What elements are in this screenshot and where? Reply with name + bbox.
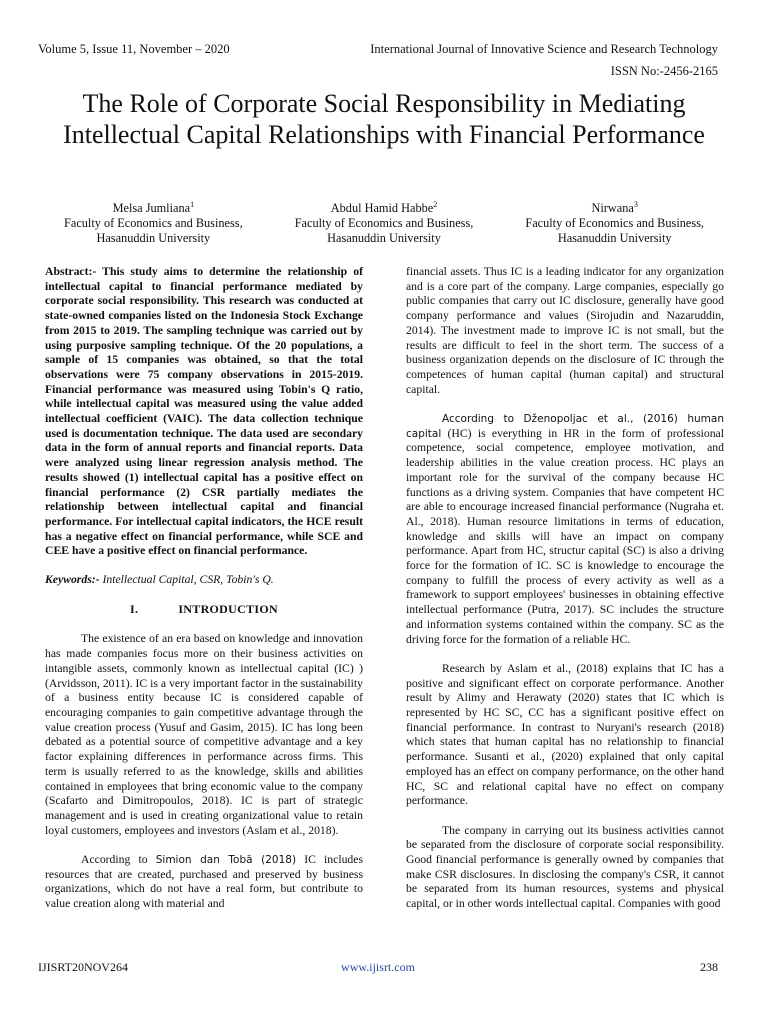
author-2 [269,197,500,246]
author-sup: 2 [433,200,438,209]
author-university: Hasanuddin University [327,231,441,246]
intro-paragraph-2 [45,853,363,912]
paper-title: The Role of Corporate Social Responsibility in Mediating Intellectual Capital Relationships with Financial Performance [63,89,705,149]
author-university: Hasanuddin University [557,231,672,246]
right-column [406,265,724,912]
author-sup: 1 [190,200,195,209]
abstract: Abstract:- This study aims to determine the relationship of intellectual capital to financial performance mediated by corporate social responsibility. This research was conducted at state-owned companies listed on the Indonesia Stock Exchange from 2015 to 2019. The sampling technique was carried out by using purposive sampling technique. Of the 20 populations, a sample of 15 companies was obtained, so that the total observations were 75 company observations in 2015-2019. Financial performance was measured using Tobin's Q ratio, while intellectual capital was measured using the value added intellectual coefficient (VAIC). The data collection technique used is documentation technique. The data used are secondary data in the form of annual reports and financial reports. Data were analyzed using linear regression analysis method. The results showed (1) intellectual capital has a positive effect on financial performance (2) CSR partially mediates the relationship between intellectual capital and financial performance. For intellectual capital indicators, the HCE result has a negative effect on financial performance, while SCE and CEE have a positive effect on financial performance. [45,265,363,558]
keywords-text: Intellectual Capital, CSR, Tobin's Q. [102,573,274,587]
paper-id: IJISRT20NOV264 [38,960,128,974]
p2-start: According to [81,853,148,866]
right-paragraph-3: Research by Aslam et al., (2018) explains that IC has a positive and significant effect on corporate performance. Another result by Alimy and Herawaty (2020) states that IC which is represented by HC SC, CC has a significant positive effect on financial performance. In contrast to Nuryani's research (2018) which states that human capital has no relationship to financial performance. Susanti et al., (2020) explained that only capital employed has an effect on company performance, on the other hand HC, SC and relational capital have no effect on company performance. [406,661,724,808]
author-affiliation: Faculty of Economics and Business, [525,216,704,231]
keywords-label: Keywords:- [45,573,100,587]
author-name: Nirwana [591,201,634,216]
author-university: Hasanuddin University [96,231,211,246]
right-paragraph-1: financial assets. Thus IC is a leading indicator for any organization and is a core part of the company. Large companies, especially go public companies that carry out IC disclosure, generally have good company performance and values (Sirojudin and Nazaruddin, 2014). The investment made to improve IC is not small, but the results are difficult to feel in the short term. The success of a business organization depends on the disclosure of IC through the competences of human capital (human capital) and structural capital. [406,265,724,396]
author-sup: 3 [633,200,638,209]
keywords [45,573,363,588]
journal-name: International Journal of Innovative Science and Research Technology [370,42,718,56]
p2-rest: IC includes resources that are created, purchased and preserved by business organizations, which do not have a real form, but contribute to value creation along with material and [45,853,364,911]
author-affiliation: Faculty of Economics and Business, [64,216,243,231]
issn: ISSN No:-2456-2165 [610,64,718,78]
author-affiliation: Faculty of Economics and Business, [294,216,474,231]
right-paragraph-4: The company in carrying out its business activities cannot be separated from the disclosure of corporate social responsibility. Good financial performance is generally owned by companies that make CSR disclosures. In disclosing the company's CSR, it cannot be separated from its human resources, systems and physical capital, or in other words intellectual capital. Companies with good [406,823,724,911]
left-column [45,265,363,912]
volume-info: Volume 5, Issue 11, November – 2020 [38,42,230,56]
right-paragraph-2 [406,412,724,647]
author-name: Melsa Jumliana [112,201,191,216]
citation: Simion dan Tobă (2018) [155,854,297,866]
p2-rest: (HC) is everything in HR in the form of professional competence, social competence, employee motivation, and leadership abilities in the value creation process. HC plays an important role for the survival of the company because HC functions as a driving system. Companies that have competent HC are able to encourage increased financial performance (Nugraha et. Al., 2018). Human resource limitations in terms of education, knowledge and skills will have an impact on company performance. Apart from HC, structur capital (SC) is also a driving force for the formation of IC. SC is knowledge to encourage the company to fulfill the process of every activity as well as a framework to support employees' businesses in obtaining effective intellectual performance (Putra, 2017). SC includes the structure and information systems contained within the company. SC as the driving force for the formation of a reliable HC. [406,426,724,646]
page-number: 238 [700,960,718,974]
author-3 [499,197,730,246]
citation: According to Dženopoljac et al., (2016) human capital [406,413,724,440]
section-title: INTRODUCTION [178,601,278,616]
author-list [38,197,730,246]
author-name: Abdul Hamid Habbe [330,201,434,216]
journal-website-link[interactable]: www.ijisrt.com [341,960,415,974]
author-1 [38,197,269,246]
section-heading [45,602,363,617]
intro-paragraph-1: The existence of an era based on knowledge and innovation has made companies focus more on their business activities on intangible assets, commonly known as intellectual capital (IC) ) (Arvidsson, 2011). IC is a very important factor in the sustainability of a business entity because IC is considered capable of encouraging companies to gain competitive advantage through the value creation process (Yusuf and Gasim, 2015). IC has long been debated as a potential source of competitive advantage and a key factor explaining differences in performance across firms. This term is usually referred to as the knowledge, skills and abilities contained in employees that bring economic value to the company (Scafarto and Dimitropoulos, 2018). IC is part of strategic management and is used in creating organizational value to retain loyal customers, employees and investors (Aslam et al., 2018). [45,632,363,837]
section-number: I. [130,601,139,616]
